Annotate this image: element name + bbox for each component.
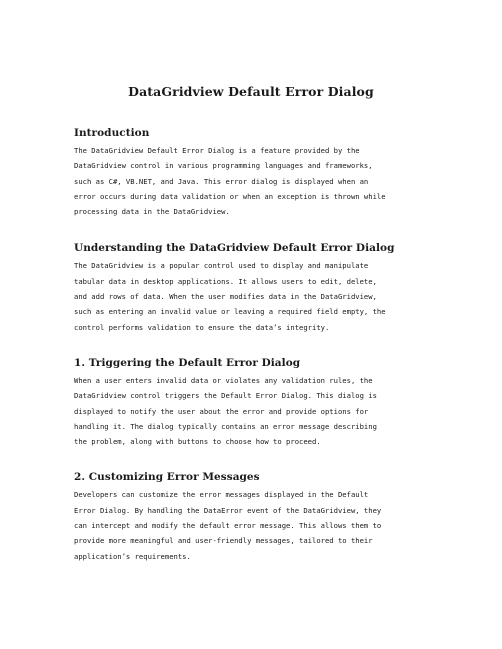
section-paragraph	[74, 487, 438, 563]
paragraph-line: When a user enters invalid data or violates any validation rules, the	[74, 375, 373, 385]
paragraph-line: such as entering an invalid value or leaving a required field empty, the	[74, 307, 386, 317]
paragraph-line: tabular data in desktop applications. It allows users to edit, delete,	[74, 276, 377, 286]
paragraph-line: application’s requirements.	[74, 551, 191, 561]
paragraph-line: and add rows of data. When the user modifies data in the DataGridview,	[74, 292, 377, 302]
paragraph-line: handling it. The dialog typically contains an error message describing	[74, 421, 377, 431]
paragraph-line: can intercept and modify the default error message. This allows them to	[74, 521, 382, 531]
document-title: DataGridview Default Error Dialog	[128, 84, 374, 99]
section-introduction	[74, 126, 438, 219]
section-paragraph	[74, 143, 438, 219]
paragraph-line: error occurs during data validation or when an exception is thrown while	[74, 191, 386, 201]
paragraph-line: DataGridview control in various programming languages and frameworks,	[74, 161, 373, 171]
section-heading: 2. Customizing Error Messages	[74, 471, 260, 484]
paragraph-line: provide more meaningful and user-friendly messages, tailored to their	[74, 536, 373, 546]
paragraph-line: the problem, along with buttons to choose how to proceed.	[74, 437, 321, 447]
section-paragraph	[74, 258, 438, 334]
section-heading: Introduction	[74, 127, 150, 139]
section-heading: Understanding the DataGridview Default Error Dialog	[74, 242, 395, 255]
paragraph-line: Error Dialog. By handling the DataError event of the DataGridview, they	[74, 505, 382, 515]
section-customizing	[74, 470, 438, 563]
paragraph-line: such as C#, VB.NET, and Java. This error dialog is displayed when an	[74, 176, 369, 186]
section-triggering	[74, 356, 438, 449]
paragraph-line: The DataGridview Default Error Dialog is a feature provided by the	[74, 146, 360, 155]
paragraph-line: Developers can customize the error messages displayed in the Default	[74, 490, 369, 500]
paragraph-line: control performs validation to ensure the data’s integrity.	[74, 322, 330, 332]
section-paragraph	[74, 373, 438, 449]
paragraph-line: The DataGridview is a popular control used to display and manipulate	[74, 261, 369, 271]
section-heading: 1. Triggering the Default Error Dialog	[74, 356, 301, 369]
paragraph-line: displayed to notify the user about the error and provide options for	[74, 406, 369, 416]
paragraph-line: processing data in the DataGridview.	[74, 207, 230, 217]
document-body	[74, 126, 438, 564]
paragraph-line: DataGridview control triggers the Default Error Dialog. This dialog is	[74, 391, 377, 401]
section-understanding	[74, 241, 438, 334]
